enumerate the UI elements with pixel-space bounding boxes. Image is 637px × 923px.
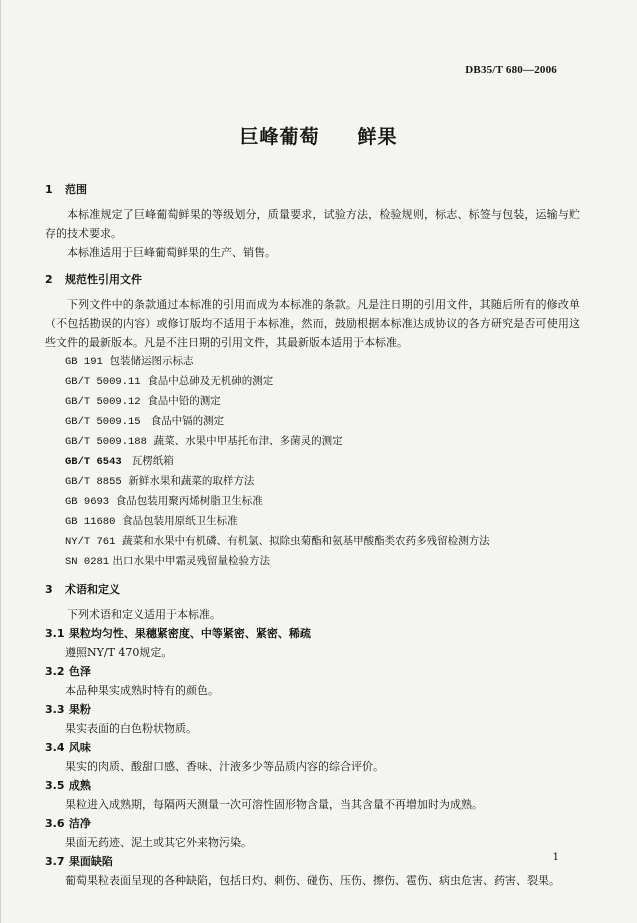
term-heading: 3.4 风味 xyxy=(45,741,91,754)
term-heading: 3.7 果面缺陷 xyxy=(45,855,113,868)
section-title: 规范性引用文件 xyxy=(65,273,142,286)
paragraph: 下列文件中的条款通过本标准的引用而成为本标准的条款。凡是注日期的引用文件，其随后所有的修改单（不包括勘误的内容）或修订版均不适用于本标准，然而，鼓励根据本标准达成协议的各方研究是否可使用这些文件的最新版本。凡是不注日期的引用文件，其最新版本适用于本标准。 xyxy=(45,298,580,349)
section-heading xyxy=(45,270,580,289)
term-heading: 3.1 果粒均匀性、果穗紧密度、中等紧密、紧密、稀疏 xyxy=(45,627,311,640)
reference-item: NY/T 761 蔬菜和水果中有机磷、有机氯、拟除虫菊酯和氨基甲酸酯类农药多残留检测方法 xyxy=(65,535,490,548)
section-number: 1 xyxy=(45,183,53,196)
title-part-1: 巨峰葡萄 xyxy=(239,126,320,148)
term-heading: 3.2 色泽 xyxy=(45,665,91,678)
page-number: 1 xyxy=(552,852,559,863)
reference-item: GB/T 5009.188 蔬菜、水果中甲基托布津、多菌灵的测定 xyxy=(65,435,343,448)
document-title xyxy=(0,122,637,149)
term-definition: 本品种果实成熟时特有的颜色。 xyxy=(65,684,219,697)
term-definition: 葡萄果粒表面呈现的各种缺陷，包括日灼、刺伤、碰伤、压伤、擦伤、雹伤、病虫危害、药害、裂果。 xyxy=(65,874,560,887)
reference-item: GB/T 6543 瓦楞纸箱 xyxy=(65,455,174,468)
reference-item: GB 11680 食品包装用原纸卫生标准 xyxy=(65,515,238,528)
paragraph: 本标准适用于巨峰葡萄鲜果的生产、销售。 xyxy=(67,246,276,259)
reference-list xyxy=(45,352,580,572)
term-definition: 果实表面的白色粉状物质。 xyxy=(65,722,197,735)
document-body xyxy=(45,180,580,890)
standard-code: DB35/T 680—2006 xyxy=(465,64,557,76)
term-heading: 3.6 洁净 xyxy=(45,817,91,830)
section-heading xyxy=(45,580,580,599)
section-number: 3 xyxy=(45,583,53,596)
term-heading: 3.5 成熟 xyxy=(45,779,91,792)
reference-item: GB/T 5009.15 食品中镉的测定 xyxy=(65,415,225,428)
reference-item: GB 191 包装储运图示标志 xyxy=(65,355,194,368)
section-heading xyxy=(45,180,580,199)
term-definition: 果面无药迹、泥土或其它外来物污染。 xyxy=(65,836,252,849)
term-definition: 果实的肉质、酸甜口感、香味、汁液多少等品质内容的综合评价。 xyxy=(65,760,384,773)
section-title: 术语和定义 xyxy=(65,583,120,596)
term-definition: 遵照NY/T 470规定。 xyxy=(65,646,173,659)
term-definition: 果粒进入成熟期，每隔两天测量一次可溶性固形物含量，当其含量不再增加时为成熟。 xyxy=(65,798,483,811)
title-part-2: 鲜果 xyxy=(357,126,398,148)
section-number: 2 xyxy=(45,273,53,286)
section-title: 范围 xyxy=(65,183,87,196)
reference-item: GB 9693 食品包装用聚丙烯树脂卫生标准 xyxy=(65,495,263,508)
reference-item: GB/T 5009.11 食品中总砷及无机砷的测定 xyxy=(65,375,274,388)
term-heading: 3.3 果粉 xyxy=(45,703,91,716)
paragraph: 本标准规定了巨峰葡萄鲜果的等级划分，质量要求，试验方法，检验规则，标志、标签与包装，运输与贮存的技术要求。 xyxy=(45,208,580,240)
reference-item: GB/T 5009.12 食品中铅的测定 xyxy=(65,395,221,408)
reference-item: SN 0281 出口水果中甲霜灵残留量检验方法 xyxy=(65,555,270,568)
reference-item: GB/T 8855 新鲜水果和蔬菜的取样方法 xyxy=(65,475,255,488)
paragraph: 下列术语和定义适用于本标准。 xyxy=(67,608,221,621)
